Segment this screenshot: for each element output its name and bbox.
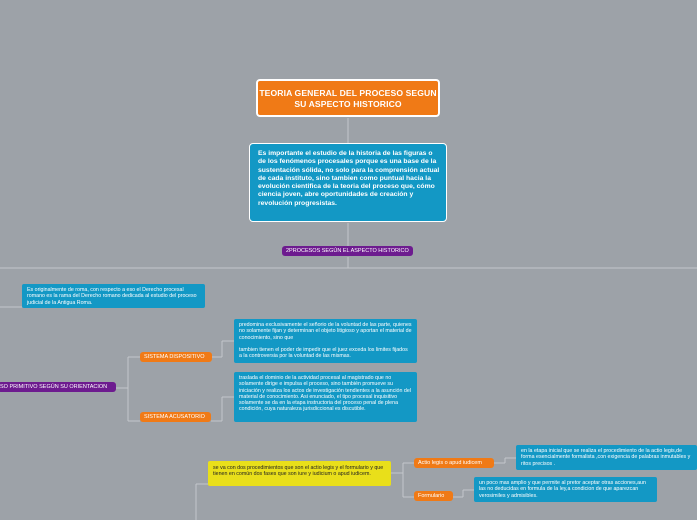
actio-legis-topic[interactable]: en la etapa inicial que se realiza el procedimiento de la actio legis,de forma esencialmente formalista ,con exigencia de palabras inmutables y ritos precisos . — [516, 445, 697, 470]
intro-topic[interactable]: Es importante el estudio de la historia de las figuras o de los fenómenos procesales porque es una base de la sustentación sólida, no solo para la comprensión actual de cada instituto, sino tambien como puntual hacia la evolución cientifica de la teoria del proceso que, cómo ciencia joven, abre oportunidades de creación y revolución progresistas. — [249, 143, 447, 222]
roma-topic[interactable]: Es originalmente de roma, con respecto a eso el Derecho procesal romano es la rama del Derecho romano dedicada al estudio del proceso judicial de la Antigua Roma. — [22, 284, 205, 308]
dispositivo-text-2: tambien tienen el poder de impedir que el juez exceda los limites fijados a la controversia por la voluntad de las mismas. — [239, 346, 408, 360]
primitivo-label[interactable]: SO PRIMITIVO SEGÚN SU ORIENTACION — [0, 382, 116, 392]
formulario-label[interactable]: Formulario — [414, 491, 453, 501]
sistema-dispositivo-label[interactable]: SISTEMA DISPOSITIVO — [140, 352, 212, 362]
sistema-acusatorio-label[interactable]: SISTEMA ACUSATORIO — [140, 412, 211, 422]
sistema-acusatorio-topic[interactable]: traslada el dominio de la actividad procesal al magistrado que no solamente dirige e impulsa el proceso, sino también promueve su iniciación y realiza los actos de investigación tendientes a la asunción del material de conocimiento. Asi enunciado, el tipo procesal inquisitivo solamente se da en la etapa instructoria del proceso penal de plena condición, cuya naturaleza jurisdiccional es discutible. — [234, 372, 417, 422]
central-topic[interactable]: TEORIA GENERAL DEL PROCESO SEGUN SU ASPECTO HISTORICO — [256, 79, 440, 117]
actio-legis-label[interactable]: Actio legis o apud iudicem — [414, 458, 494, 468]
procesos-label[interactable]: 2PROCESOS SEGÚN EL ASPECTO HISTORICO — [282, 246, 413, 256]
sistema-dispositivo-topic[interactable] — [234, 319, 417, 363]
formulario-topic[interactable]: un poco mas amplio y que permite al pretor aceptar otras acciones,aun las no deducidas en formula de la ley,a condicion de que aparezcan verosimiles y admisibles. — [474, 477, 657, 502]
dispositivo-text-1: predomina exclusivamente el señorio de la voluntad de las parte, quienes no solamente fijan y determinan el objeto litigioso y aportan el material de conocimiento, sino que — [239, 322, 412, 341]
formal-topic[interactable]: se va con dos procedimientos que son el actio legis y el formulario y que tienen en común dos fases que son iure y iudicium o apud iudicem. — [208, 461, 391, 486]
